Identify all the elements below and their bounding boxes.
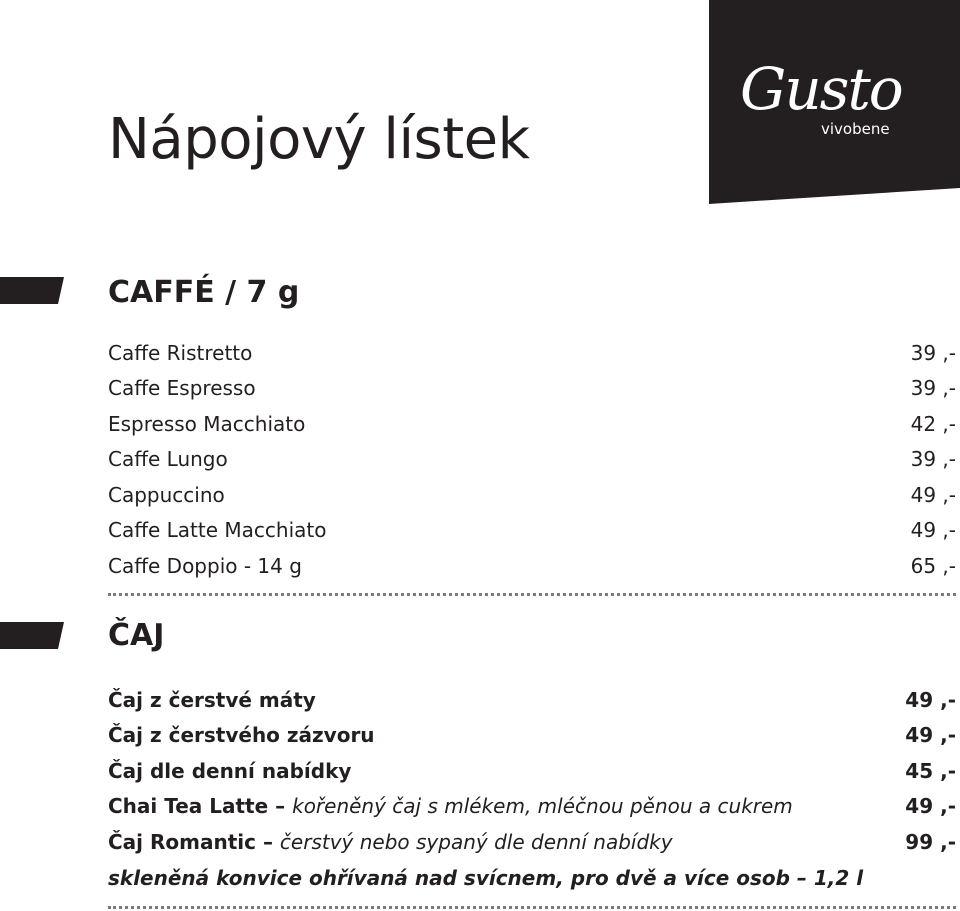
item-name: Caffe Doppio - 14 g [108,554,302,578]
item-price: 39 ,- [910,447,956,471]
logo-wordmark: Gusto [740,55,902,123]
menu-item [108,409,956,439]
item-name: Čaj dle denní nabídky [108,759,352,783]
menu-item [108,480,956,510]
item-name-with-description [108,794,793,818]
item-description: kořeněný čaj s mlékem, mléčnou pěnou a cukrem [292,794,793,818]
menu-item [108,827,956,857]
section-marker-bar [0,277,64,304]
menu-item [108,720,956,750]
menu-item [108,685,956,715]
menu-item [108,444,956,474]
teapot-note: skleněná konvice ohřívaná nad svícnem, pro dvě a více osob – 1,2 l [108,866,864,890]
item-name: Čaj z čerstvého zázvoru [108,723,375,747]
item-name: Čaj z čerstvé máty [108,688,316,712]
menu-item [108,373,956,403]
item-price: 45 ,- [905,759,956,783]
item-name: Chai Tea Latte [108,794,269,818]
section-heading-caj: ČAJ [108,618,165,653]
item-name: Caffe Ristretto [108,341,253,365]
menu-item [108,338,956,368]
item-name: Cappuccino [108,483,225,507]
item-price: 49 ,- [905,688,956,712]
section-divider [108,593,956,596]
item-price: 49 ,- [910,518,956,542]
item-price: 49 ,- [905,794,956,818]
item-name-with-description [108,830,673,854]
item-price: 49 ,- [905,723,956,747]
item-name: Caffe Latte Macchiato [108,518,327,542]
item-name: Caffe Espresso [108,376,256,400]
item-name: Čaj Romantic [108,830,256,854]
item-price: 49 ,- [910,483,956,507]
item-price: 42 ,- [910,412,956,436]
item-price: 39 ,- [910,341,956,365]
section-heading-caffe: CAFFÉ / 7 g [108,275,300,310]
section-marker-bar [0,622,64,649]
menu-item [108,515,956,545]
item-price: 65 ,- [910,554,956,578]
item-dash: – [268,794,293,818]
item-price: 99 ,- [905,830,956,854]
menu-item [108,551,956,581]
item-description: čerstvý nebo sypaný dle denní nabídky [279,830,673,854]
menu-item [108,791,956,821]
menu-item [108,756,956,786]
item-name: Caffe Lungo [108,447,228,471]
section-divider [108,906,956,909]
item-price: 39 ,- [910,376,956,400]
item-name: Espresso Macchiato [108,412,306,436]
item-dash: – [255,830,280,854]
logo-tagline: vivobene [821,120,890,138]
page-title: Nápojový lístek [108,107,530,172]
